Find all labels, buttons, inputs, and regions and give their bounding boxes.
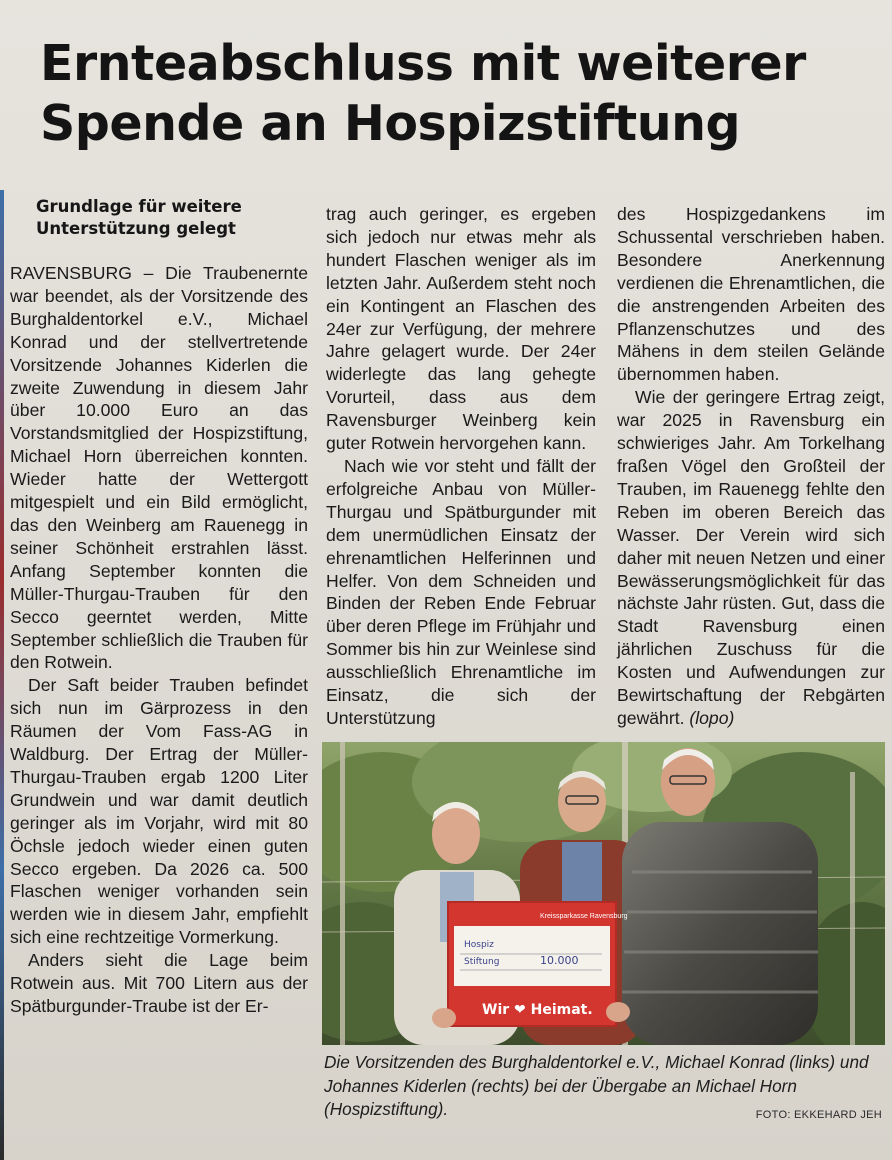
- paragraph: des Hospizgedankens im Schussental verschrieben haben. Besondere Anerkennung verdienen die Ehrenamtlichen, die die anstrengenden Arbeiten des Pflanzenschutzes und des Mähens in dem steilen Gelände übernommen haben.: [617, 204, 885, 385]
- headline-line-2: Spende an Hospizstiftung: [40, 95, 741, 152]
- article-column-2: [326, 203, 596, 730]
- article-column-3: [617, 203, 885, 730]
- paragraph-text: Wie der geringere Ertrag zeigt, war 2025 in Ravensburg ein schwieriges Jahr. Am Torkelhang fraßen Vögel den Großteil der Trauben, im Rauenegg fehlte den Reben im oberen Bereich das Wasser. Der Verein wird sich daher mit neuen Netzen und einer Bewässerungsmöglichkeit für das nächste Jahr rüsten. Gut, dass die Stadt Ravensburg einen jährlichen Zuschuss für die Kosten und Aufwendungen zur Bewirtschaftung der Rebgärten gewährt.: [617, 387, 885, 728]
- donation-check: [448, 902, 628, 1026]
- article-subheading: Grundlage für weitere Unterstützung gelegt: [36, 197, 242, 238]
- check-bank-name: Kreissparkasse Ravensburg: [540, 913, 628, 920]
- article-photo: [322, 742, 885, 1045]
- photo-illustration: [322, 742, 885, 1045]
- article-column-1: [10, 262, 308, 1018]
- paragraph: trag auch geringer, es ergeben sich jedoch nur etwas mehr als hundert Flaschen weniger als im letzten Jahr. Außerdem steht noch ein Kontingent an Flaschen des 24er zur Verfügung, der mehrere Jahre gelagert wurde. Der 24er widerlegte das lang gehegte Vorurteil, dass aus dem Ravensburger Weinberg kein guter Rotwein hervorgehen kann.: [326, 204, 596, 454]
- photo-caption: Die Vorsitzenden des Burghaldentorkel e.V., Michael Konrad (links) und Johannes Kiderlen (rechts) bei der Übergabe an Michael Horn (Hospizstiftung).: [324, 1052, 869, 1119]
- paragraph: RAVENSBURG – Die Traubenernte war beendet, als der Vorsitzende des Burghaldentorkel e.V., Michael Konrad und der stellvertretende Vorsitzende Johannes Kiderlen die zweite Zuwendung in diesem Jahr über 10.000 Euro an das Vorstandsmitglied der Hospizstiftung, Michael Horn überreichen konnten. Wieder hatte der Wettergott mitgespielt und ein Bild ermöglicht, das den Weinberg am Rauenegg in seiner Schönheit erstrahlen lässt. Anfang September konnten die Müller-Thurgau-Trauben für den Secco geerntet werden, Mitte September schließlich die Trauben für den Rotwein.: [10, 263, 308, 673]
- paragraph: Der Saft beider Trauben befindet sich nun im Gärprozess in den Räumen der Vom Fass-AG in Waldburg. Der Ertrag der Müller-Thurgau-Trauben ergab 1200 Liter Grundwein und war damit deutlich geringer als im Vorjahr, wird mit 80 Öchsle jedoch wieder einen guten Secco ergeben. Da 2026 ca. 500 Flaschen weniger vorhanden sein werden wie in diesem Jahr, empfiehlt sich eine rechtzeitige Vormerkung.: [10, 675, 308, 948]
- check-recipient-line-1: Hospiz: [464, 940, 494, 950]
- paragraph: [617, 386, 885, 730]
- check-amount: 10.000: [540, 954, 579, 967]
- headline-line-1: Ernteabschluss mit weiterer: [40, 35, 806, 92]
- author-byline: (lopo): [689, 707, 735, 728]
- page-edge-strip: [0, 190, 4, 1160]
- article-headline: [40, 34, 880, 154]
- paragraph: Anders sieht die Lage beim Rotwein aus. Mit 700 Litern aus der Spätburgunder-Traube ist der Er-: [10, 950, 308, 1016]
- check-recipient-line-2: Stiftung: [464, 957, 500, 967]
- check-slogan: Wir ❤ Heimat.: [482, 1002, 593, 1018]
- photo-credit: FOTO: EKKEHARD JEH: [755, 1109, 882, 1121]
- paragraph: Nach wie vor steht und fällt der erfolgreiche Anbau von Müller-Thurgau und Spätburgunder mit dem unermüdlichen Einsatz der ehrenamtlichen Helferinnen und Helfer. Von dem Schneiden und Binden der Reben Ende Februar über deren Pflege im Frühjahr und Sommer bis hin zur Weinlese sind ausschließlich Ehrenamtliche im Einsatz, die sich der Unterstützung: [326, 455, 596, 728]
